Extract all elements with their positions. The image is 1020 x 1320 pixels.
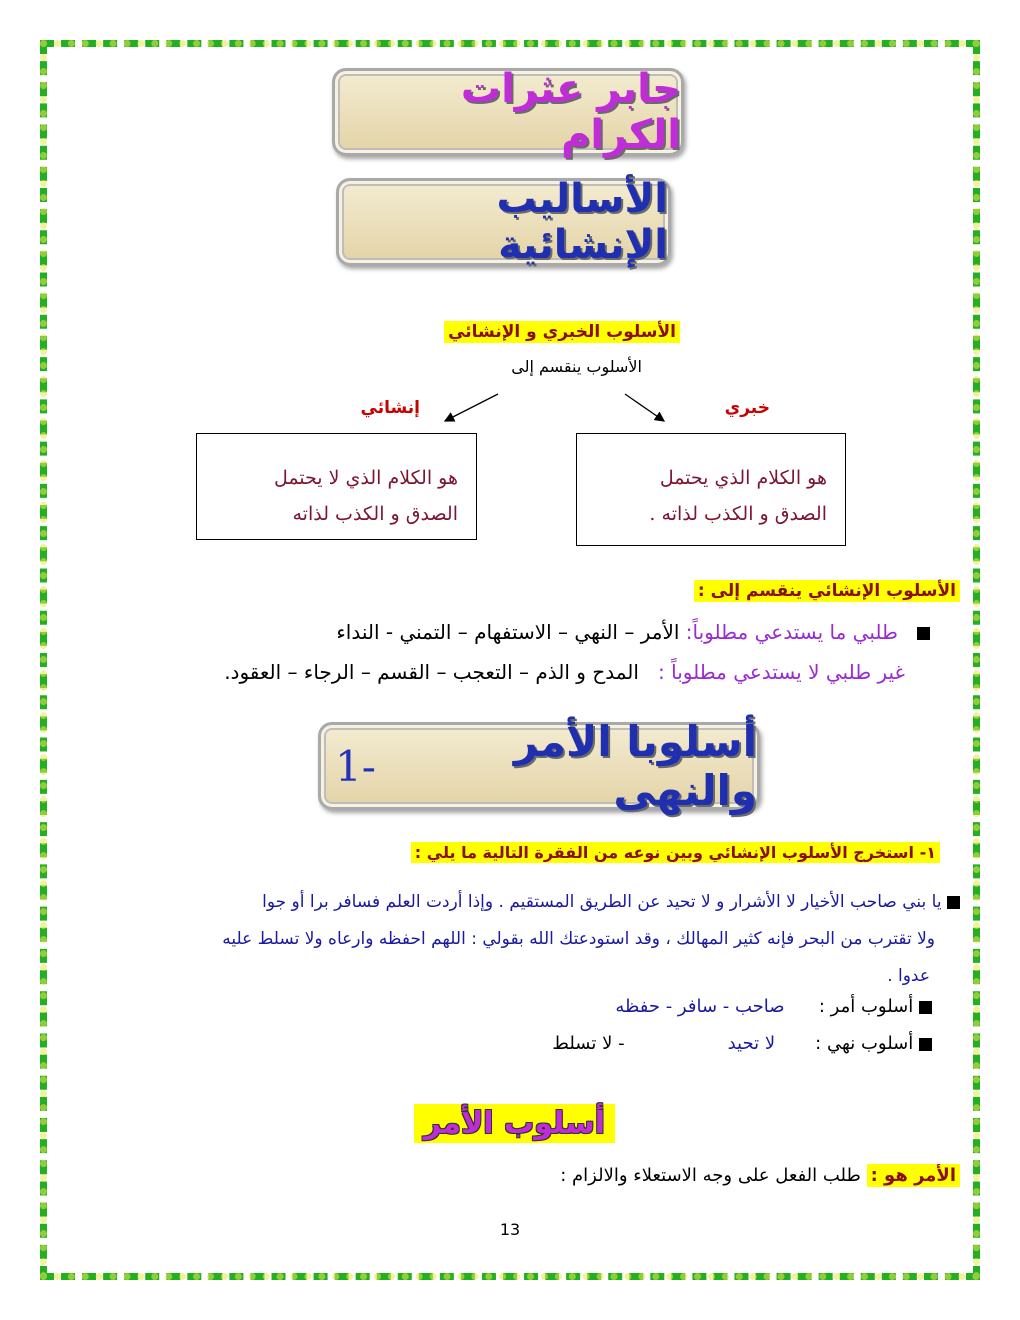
paragraph-line-1 <box>262 892 960 912</box>
talabi-items: الأمر – النهي – الاستفهام – التمني - النداء <box>336 620 680 644</box>
section-title-box <box>318 717 760 815</box>
chapter-title-box <box>336 178 671 266</box>
exercise-question: ١- استخرج الأسلوب الإنشائي وبين نوعه من الفقرة التالية ما يلي : <box>411 842 940 863</box>
insha-label: إنشائي <box>360 398 420 418</box>
chapter-title: الأساليب الإنشائية <box>496 176 668 268</box>
amr-heading: أسلوب الأمر <box>414 1104 615 1143</box>
bullet-square-icon <box>947 896 960 909</box>
nahy-answer-2: - لا تسلط <box>552 1033 625 1054</box>
khabari-label: خبري <box>724 398 770 418</box>
divides-text: الأسلوب ينقسم إلى <box>511 357 642 376</box>
author-title: جابر عثرات الكرام <box>460 66 681 158</box>
paragraph-text-2: ولا تقترب من البحر فإنه كثير المهالك ، وقد استودعتك الله بقولي : اللهم احفظه وارعاه ولا تسلط عليه <box>222 929 935 949</box>
insha-definition-box <box>196 433 477 540</box>
bullet-square-icon <box>917 627 930 640</box>
amr-answer-label: أسلوب أمر : <box>818 996 914 1017</box>
insha-division-heading: الأسلوب الإنشائي ينقسم إلى : <box>694 580 960 602</box>
exercise-question-wrap <box>411 843 940 862</box>
amr-definition-text: طلب الفعل على وجه الاستعلاء والالزام : <box>560 1165 861 1186</box>
paragraph-text-1: يا بني صاحب الأخيار لا الأشرار و لا تحيد عن الطريق المستقيم . وإذا أردت العلم فسافر برا أو جوا <box>262 892 942 912</box>
paragraph-text-3: عدوا . <box>887 966 930 986</box>
khabari-def-line2: الصدق و الكذب لذاته . <box>649 503 827 525</box>
ghair-talabi-label: غير طلبي لا يستدعي مطلوباً : <box>658 660 905 684</box>
ghair-talabi-items: المدح و الذم – التعجب – القسم – الرجاء – العقود. <box>224 660 639 684</box>
bullet-square-icon <box>919 1001 932 1014</box>
ghair-talabi-line <box>224 660 905 684</box>
khabari-insha-heading-wrap <box>444 322 680 342</box>
amr-answers: صاحب - سافر - حفظه <box>615 996 785 1017</box>
khabari-definition-box <box>576 433 846 546</box>
amr-definition-label: الأمر هو : <box>867 1164 960 1187</box>
amr-answer-line <box>615 996 932 1017</box>
nahy-answer-label: أسلوب نهي : <box>815 1033 914 1054</box>
khabari-def-line1: هو الكلام الذي يحتمل <box>659 467 827 489</box>
nahy-answer-1: لا تحيد <box>727 1033 776 1054</box>
bullet-square-icon <box>919 1038 932 1051</box>
amr-heading-wrap <box>414 1106 615 1141</box>
nahy-answer-line <box>552 1033 932 1054</box>
page-number: 13 <box>499 1220 521 1239</box>
khabari-insha-heading: الأسلوب الخبري و الإنشائي <box>444 321 680 343</box>
amr-definition-line <box>560 1165 960 1186</box>
author-title-box <box>332 68 684 156</box>
insha-def-line1: هو الكلام الذي لا يحتمل <box>273 467 458 489</box>
talabi-line <box>336 620 930 644</box>
section-title: أسلوبا الأمر والنهى <box>513 717 757 815</box>
talabi-label: طلبي ما يستدعي مطلوباً: <box>685 620 898 644</box>
insha-division-heading-wrap <box>694 581 960 601</box>
insha-def-line2: الصدق و الكذب لذاته <box>292 503 458 525</box>
section-number: -1 <box>335 741 376 791</box>
